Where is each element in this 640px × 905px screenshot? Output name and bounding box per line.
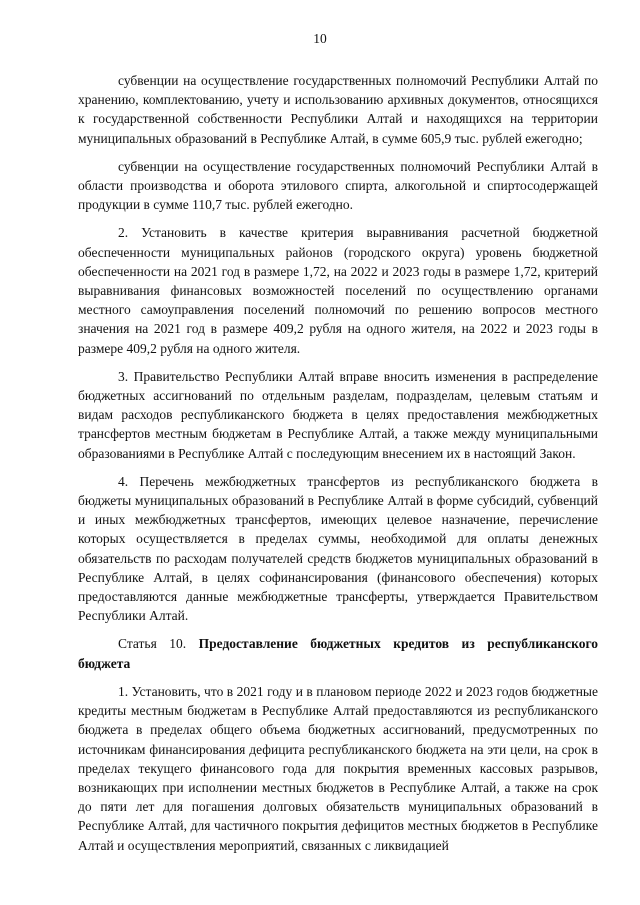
document-body	[78, 71, 598, 864]
article-label: Статья 10.	[118, 636, 187, 652]
paragraph-budget-credits: 1. Установить, что в 2021 году и в плановом периоде 2022 и 2023 годов бюджетные кредиты местным бюджетам в Республике Алтай предоставляются из республиканского бюджета в пределах общего объема бюджетных ассигнований, предусмотренных по источникам финансирования дефицита республиканского бюджета на эти цели, на срок в пределах текущего финансового года для покрытия временных кассовых разрывов, возникающих при исполнении местных бюджетов в Республике Алтай, а также на срок до пяти лет для погашения долговых обязательств муниципальных образований в Республике Алтай, для частичного покрытия дефицитов местных бюджетов в Республике Алтай и осуществления мероприятий, связанных с ликвидацией	[78, 683, 598, 853]
paragraph-transfers-list: 4. Перечень межбюджетных трансфертов из республиканского бюджета в бюджеты муниципальных образований в Республике Алтай в форме субсидий, субвенций и иных межбюджетных трансфертов, имеющих целевое назначение, перечисление которых осуществляется в пределах суммы, необходимой для оплаты денежных обязательств по расходам получателей средств бюджетов муниципальных образований в Республике Алтай, в целях софинансирования (финансового обеспечения) которых предоставляются данные межбюджетные трансферты, утверждается Правительством Республики Алтай.	[78, 473, 598, 624]
article-title: Предоставление бюджетных кредитов из республиканского бюджета	[78, 636, 598, 671]
article-heading	[78, 634, 598, 672]
paragraph-archive-subvention: субвенции на осуществление государственных полномочий Республики Алтай по хранению, комплектованию, учету и использованию архивных документов, относящихся к государственной собственности Республики Алтай и находящихся на территории муниципальных образований в Республике Алтай, в сумме 605,9 тыс. рублей ежегодно;	[78, 73, 598, 146]
paragraph-equalization-criteria: 2. Установить в качестве критерия выравнивания расчетной бюджетной обеспеченности муниципальных районов (городского округа) уровень бюджетной обеспеченности на 2021 год в размере 1,72, на 2022 и 2023 годы в размере 1,72, критерий выравнивания финансовых возможностей поселений по осуществлению органами местного самоуправления поселений полномочий по решению вопросов местного значения на 2021 год в размере 409,2 рубля на одного жителя, на 2022 и 2023 годы в размере 409,2 рубля на одного жителя.	[78, 225, 598, 356]
paragraph-government-changes: 3. Правительство Республики Алтай вправе вносить изменения в распределение бюджетных ассигнований по отдельным разделам, подразделам, целевым статьям и видам расходов республиканского бюджета в целях предоставления межбюджетных трансфертов местным бюджетам в Республике Алтай, а также между муниципальными образованиями в Республике Алтай с последующим внесением их в настоящий Закон.	[78, 368, 598, 461]
page-number: 10	[313, 31, 327, 46]
paragraph-alcohol-subvention: субвенции на осуществление государственных полномочий Республики Алтай в области производства и оборота этилового спирта, алкогольной и спиртосодержащей продукции в сумме 110,7 тыс. рублей ежегодно.	[78, 158, 598, 213]
